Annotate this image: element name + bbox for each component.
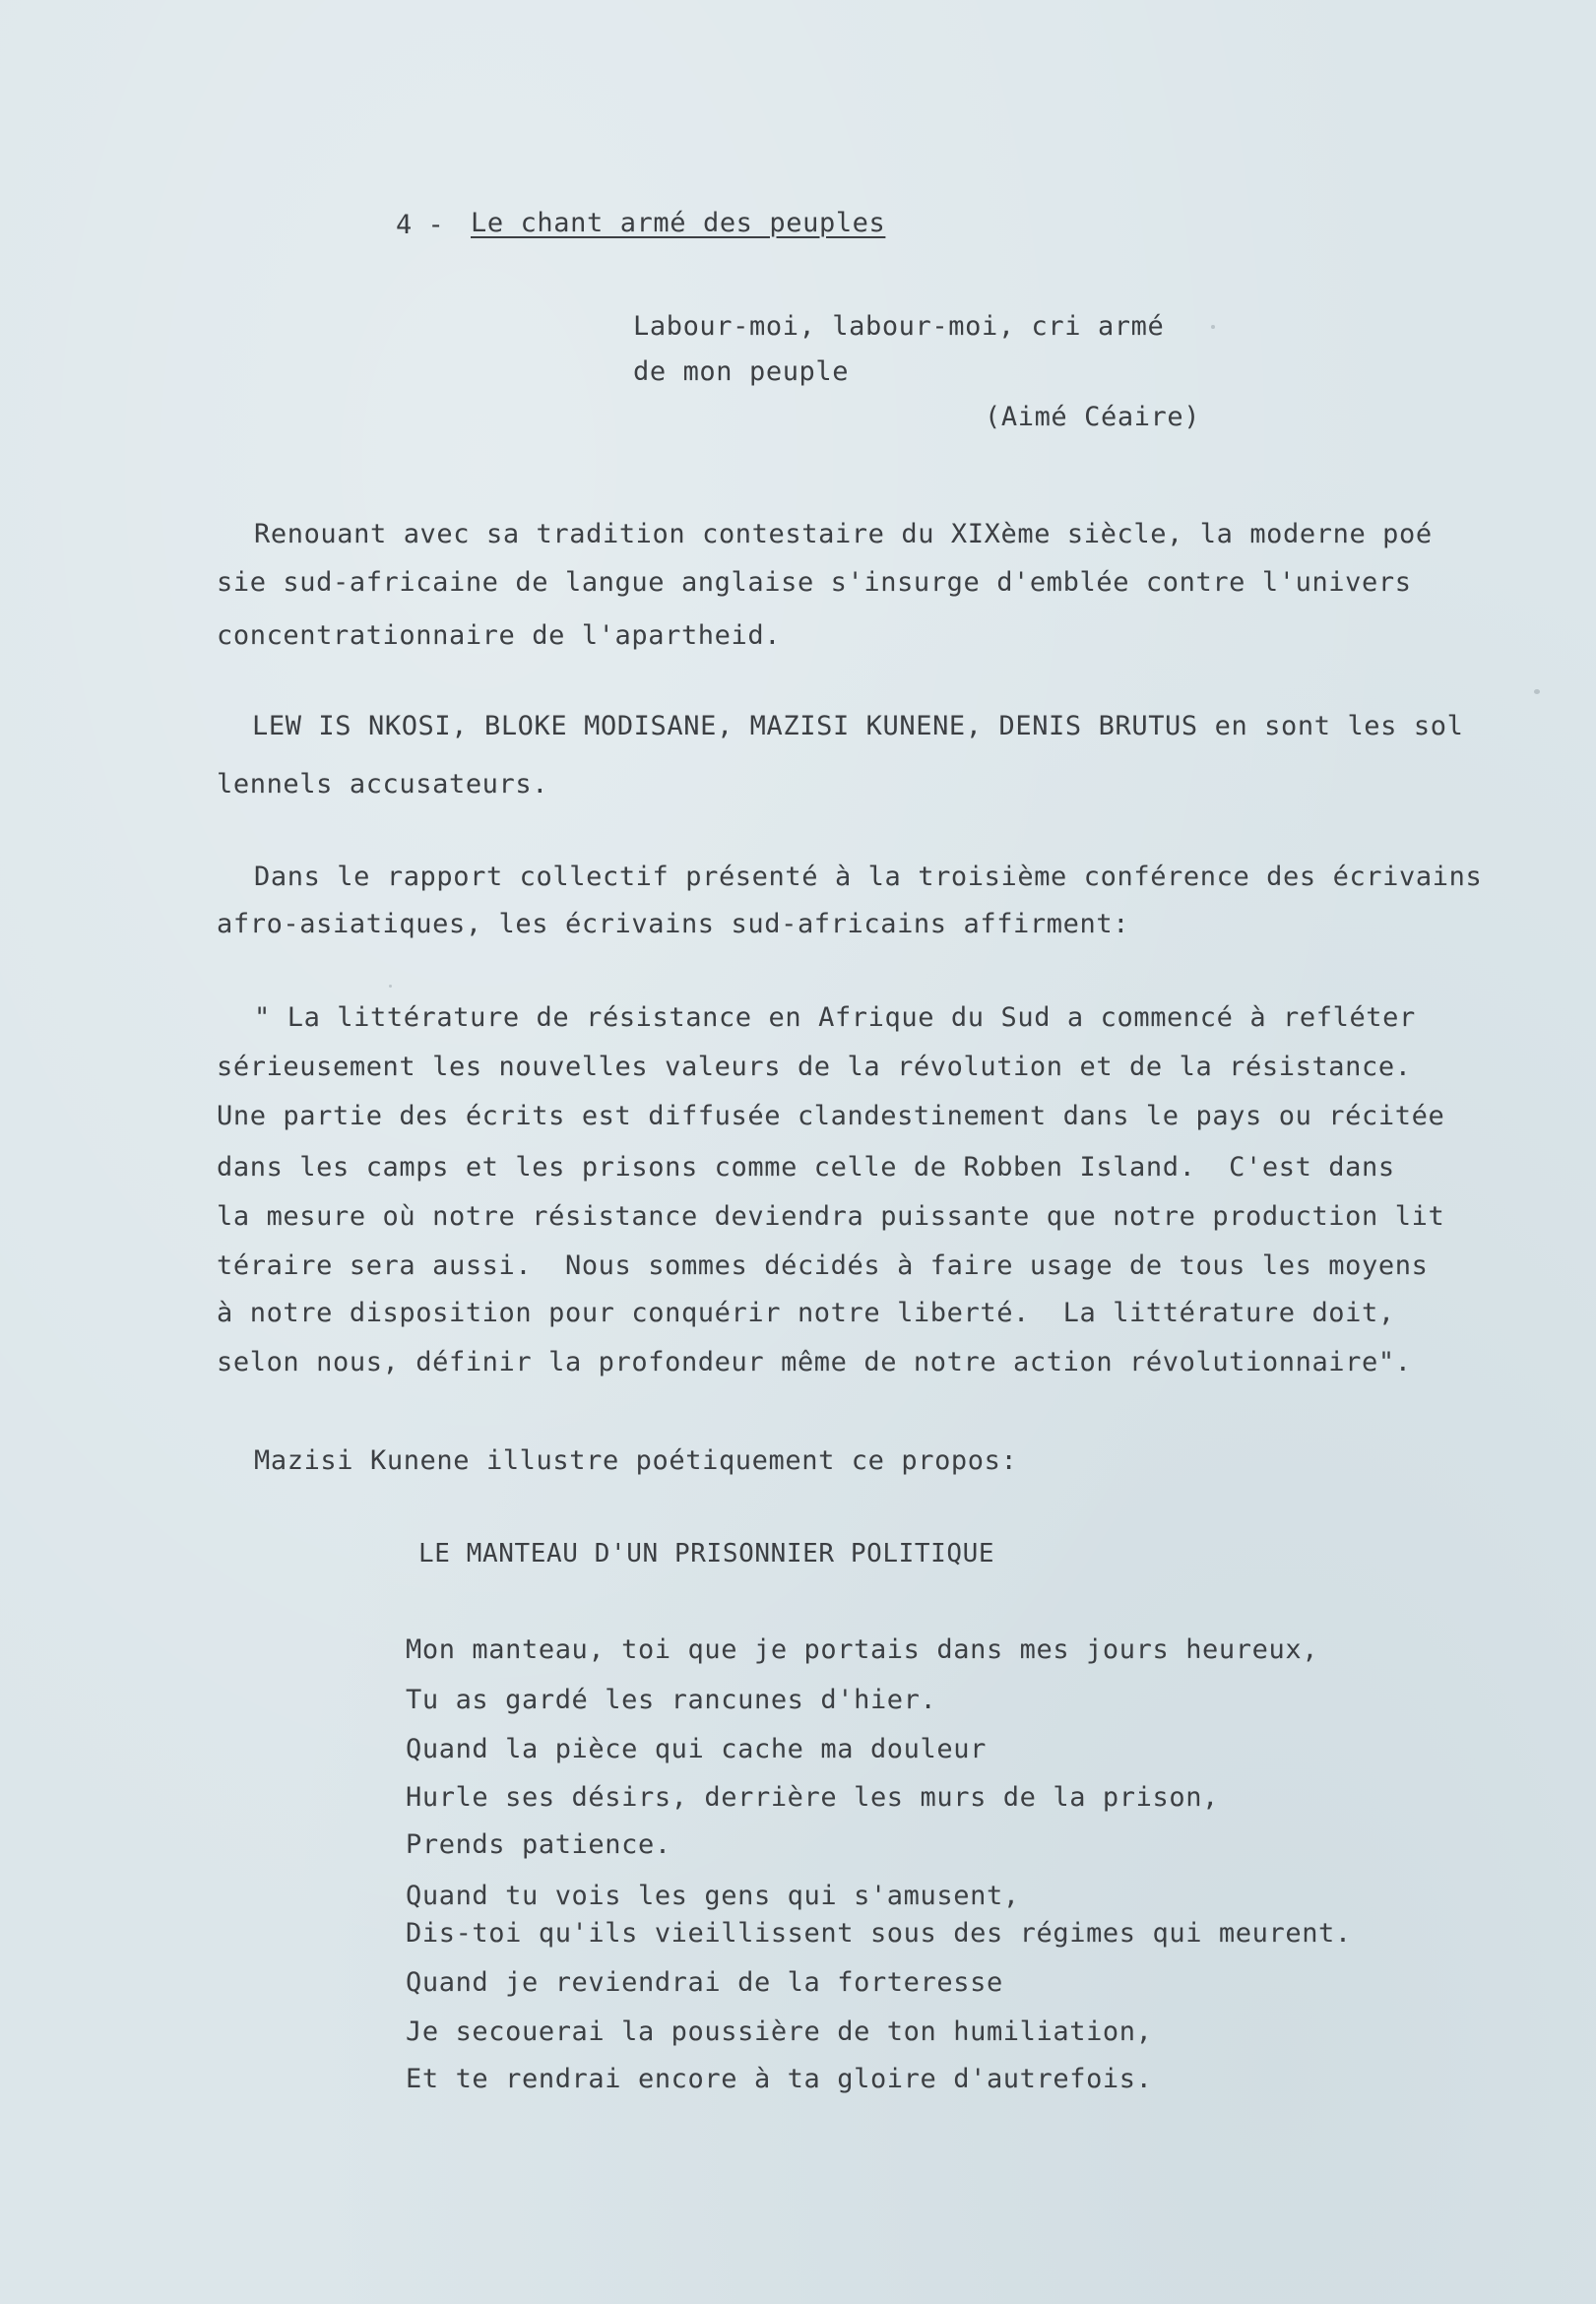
section-title: Le chant armé des peuples xyxy=(471,208,886,238)
paper-speck xyxy=(389,985,392,988)
poem-line-6: Quand tu vois les gens qui s'amusent, xyxy=(406,1881,1020,1911)
section-number: 4 - xyxy=(396,210,444,240)
paragraph-1-line-3: concentrationnaire de l'apartheid. xyxy=(217,620,782,651)
poem-line-7: Dis-toi qu'ils vieillissent sous des régimes qui meurent. xyxy=(406,1918,1352,1949)
paragraph-2-line-2: lennels accusateurs. xyxy=(217,769,549,800)
paragraph-1-line-2: sie sud-africaine de langue anglaise s'insurge d'emblée contre l'univers xyxy=(217,567,1412,598)
quote-line-6: téraire sera aussi. Nous sommes décidés à faire usage de tous les moyens xyxy=(217,1250,1429,1281)
paper-speck xyxy=(1534,689,1540,694)
paragraph-1-line-1: Renouant avec sa tradition contestaire du XIXème siècle, la moderne poé xyxy=(254,519,1433,549)
poem-line-3: Quand la pièce qui cache ma douleur xyxy=(406,1734,987,1764)
quote-line-8: selon nous, définir la profondeur même de notre action révolutionnaire". xyxy=(217,1347,1412,1377)
poem-line-4: Hurle ses désirs, derrière les murs de la prison, xyxy=(406,1782,1219,1813)
poem-line-1: Mon manteau, toi que je portais dans mes jours heureux, xyxy=(406,1634,1319,1665)
quote-line-7: à notre disposition pour conquérir notre liberté. La littérature doit, xyxy=(217,1298,1395,1328)
paragraph-2-line-1: LEW IS NKOSI, BLOKE MODISANE, MAZISI KUNENE, DENIS BRUTUS en sont les sol xyxy=(252,711,1464,741)
paper-speck xyxy=(1211,325,1215,329)
poem-line-8: Quand je reviendrai de la forteresse xyxy=(406,1967,1003,1998)
poem-line-2: Tu as gardé les rancunes d'hier. xyxy=(406,1685,937,1715)
quote-line-5: la mesure où notre résistance deviendra puissante que notre production lit xyxy=(217,1201,1445,1232)
paragraph-3-line-1: Dans le rapport collectif présenté à la troisième conférence des écrivains xyxy=(254,862,1483,892)
epigraph-line-1: Labour-moi, labour-moi, cri armé xyxy=(633,311,1165,342)
paragraph-3-line-2: afro-asiatiques, les écrivains sud-africains affirment: xyxy=(217,909,1130,939)
paragraph-4: Mazisi Kunene illustre poétiquement ce propos: xyxy=(254,1445,1018,1476)
epigraph-attribution: (Aimé Céaire) xyxy=(985,402,1201,432)
epigraph-line-2: de mon peuple xyxy=(633,356,850,387)
poem-title: LE MANTEAU D'UN PRISONNIER POLITIQUE xyxy=(418,1539,995,1568)
quote-line-2: sérieusement les nouvelles valeurs de la révolution et de la résistance. xyxy=(217,1052,1412,1082)
quote-line-3: Une partie des écrits est diffusée clandestinement dans le pays ou récitée xyxy=(217,1101,1445,1131)
poem-line-10: Et te rendrai encore à ta gloire d'autrefois. xyxy=(406,2064,1153,2094)
quote-line-4: dans les camps et les prisons comme celle de Robben Island. C'est dans xyxy=(217,1152,1395,1183)
poem-line-9: Je secouerai la poussière de ton humiliation, xyxy=(406,2016,1153,2047)
poem-line-5: Prends patience. xyxy=(406,1829,671,1860)
quote-line-1: " La littérature de résistance en Afrique du Sud a commencé à refléter xyxy=(254,1002,1416,1033)
